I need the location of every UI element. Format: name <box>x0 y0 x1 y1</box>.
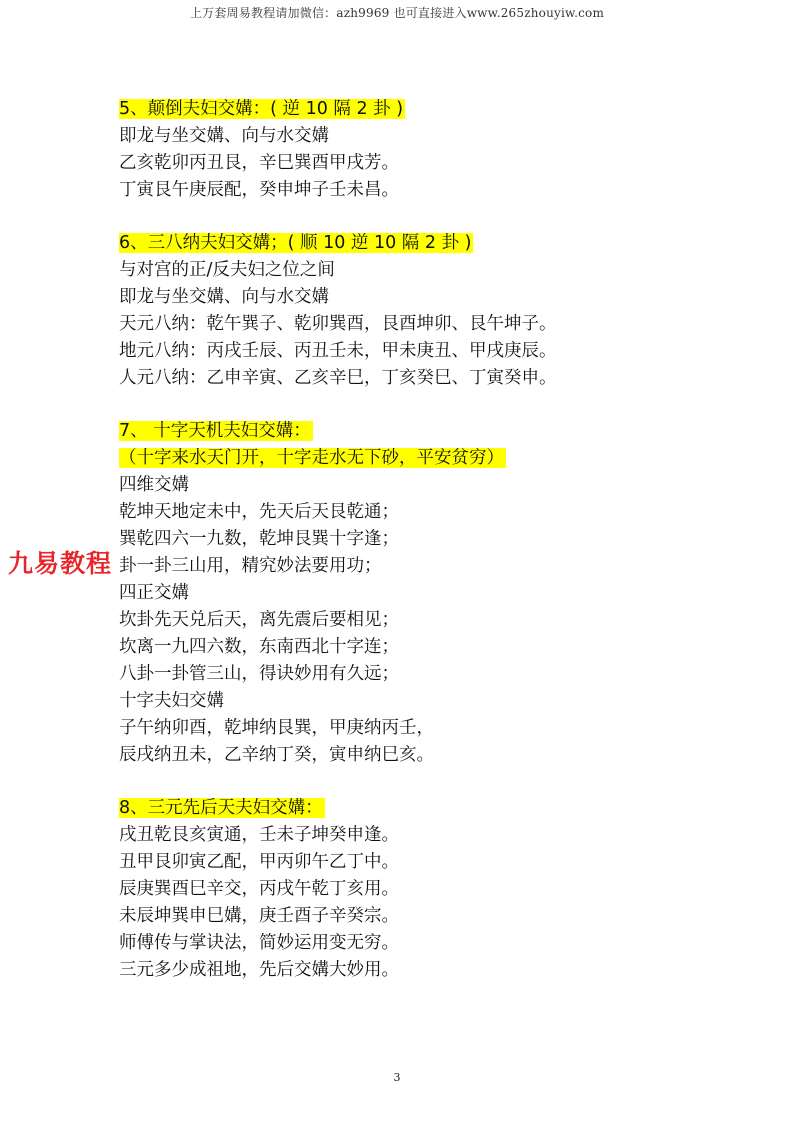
section-7-line: 卦一卦三山用，精究妙法要用功； <box>119 556 382 576</box>
document-body <box>119 96 739 984</box>
section-5-heading-text: 5、颠倒夫妇交媾：( 逆 10 隔 2 卦 ) <box>119 99 404 119</box>
section-8-line: 未辰坤巽申巳媾，庚壬酉子辛癸宗。 <box>119 906 399 926</box>
section-7-line: 八卦一卦管三山，得诀妙用有久远； <box>119 664 399 684</box>
section-7-line: 坎离一九四六数，东南西北十字连； <box>119 637 399 657</box>
section-7-line: 十字夫妇交媾 <box>119 691 224 711</box>
section-gap <box>119 392 739 418</box>
section-7-heading <box>119 418 739 445</box>
section-7-line: 乾坤天地定未中，先天后天艮乾通； <box>119 502 399 522</box>
section-8-heading <box>119 795 739 822</box>
section-6-heading <box>119 230 739 257</box>
section-5-heading <box>119 96 739 123</box>
section-7-subheading <box>119 445 739 472</box>
section-6-line: 即龙与坐交媾、向与水交媾 <box>119 287 329 307</box>
page-number: 3 <box>393 1071 401 1084</box>
section-7-subheading-text: （十字来水天门开，十字走水无下砂，平安贫穷） <box>119 448 504 468</box>
section-7-line: 四维交媾 <box>119 475 189 495</box>
section-8-heading-text: 8、三元先后天夫妇交媾： <box>119 798 323 818</box>
section-5-line: 即龙与坐交媾、向与水交媾 <box>119 126 329 146</box>
section-6-line: 地元八纳：丙戌壬辰、丙丑壬未，甲未庚丑、甲戌庚辰。 <box>119 341 557 361</box>
section-7-line: 辰戌纳丑未，乙辛纳丁癸，寅申纳巳亥。 <box>119 745 434 765</box>
section-7-heading-text: 7、 十字天机夫妇交媾： <box>119 421 311 441</box>
section-7-line: 坎卦先天兑后天，离先震后要相见； <box>119 610 399 630</box>
page-header: 上万套周易教程请加微信：azh9969 也可直接进入www.265zhouyiw.com <box>189 6 605 20</box>
section-8-line: 三元多少成祖地，先后交媾大妙用。 <box>119 960 399 980</box>
watermark-logo: 九易教程 <box>8 549 113 578</box>
section-8-line: 丑甲艮卯寅乙配，甲丙卯午乙丁中。 <box>119 852 399 872</box>
section-7-line: 子午纳卯酉，乾坤纳艮巽，甲庚纳丙壬， <box>119 718 434 738</box>
section-gap <box>119 769 739 795</box>
section-5-line: 丁寅艮午庚辰配，癸申坤子壬未昌。 <box>119 180 399 200</box>
section-8-line: 戌丑乾艮亥寅通，壬未子坤癸申逢。 <box>119 825 399 845</box>
section-gap <box>119 204 739 230</box>
section-8-line: 辰庚巽酉巳辛交，丙戌午乾丁亥用。 <box>119 879 399 899</box>
section-6-line: 与对宫的正/反夫妇之位之间 <box>119 260 335 280</box>
section-5-line: 乙亥乾卯丙丑艮，辛巳巽酉甲戌芳。 <box>119 153 399 173</box>
section-7-line: 四正交媾 <box>119 583 189 603</box>
section-7-line: 巽乾四六一九数，乾坤艮巽十字逢； <box>119 529 399 549</box>
section-6-heading-text: 6、三八纳夫妇交媾；( 顺 10 逆 10 隔 2 卦 ) <box>119 233 472 253</box>
section-6-line: 天元八纳：乾午巽子、乾卯巽酉，艮酉坤卯、艮午坤子。 <box>119 314 557 334</box>
section-8-line: 师傅传与掌诀法，简妙运用变无穷。 <box>119 933 399 953</box>
section-6-line: 人元八纳：乙申辛寅、乙亥辛巳，丁亥癸巳、丁寅癸申。 <box>119 368 557 388</box>
